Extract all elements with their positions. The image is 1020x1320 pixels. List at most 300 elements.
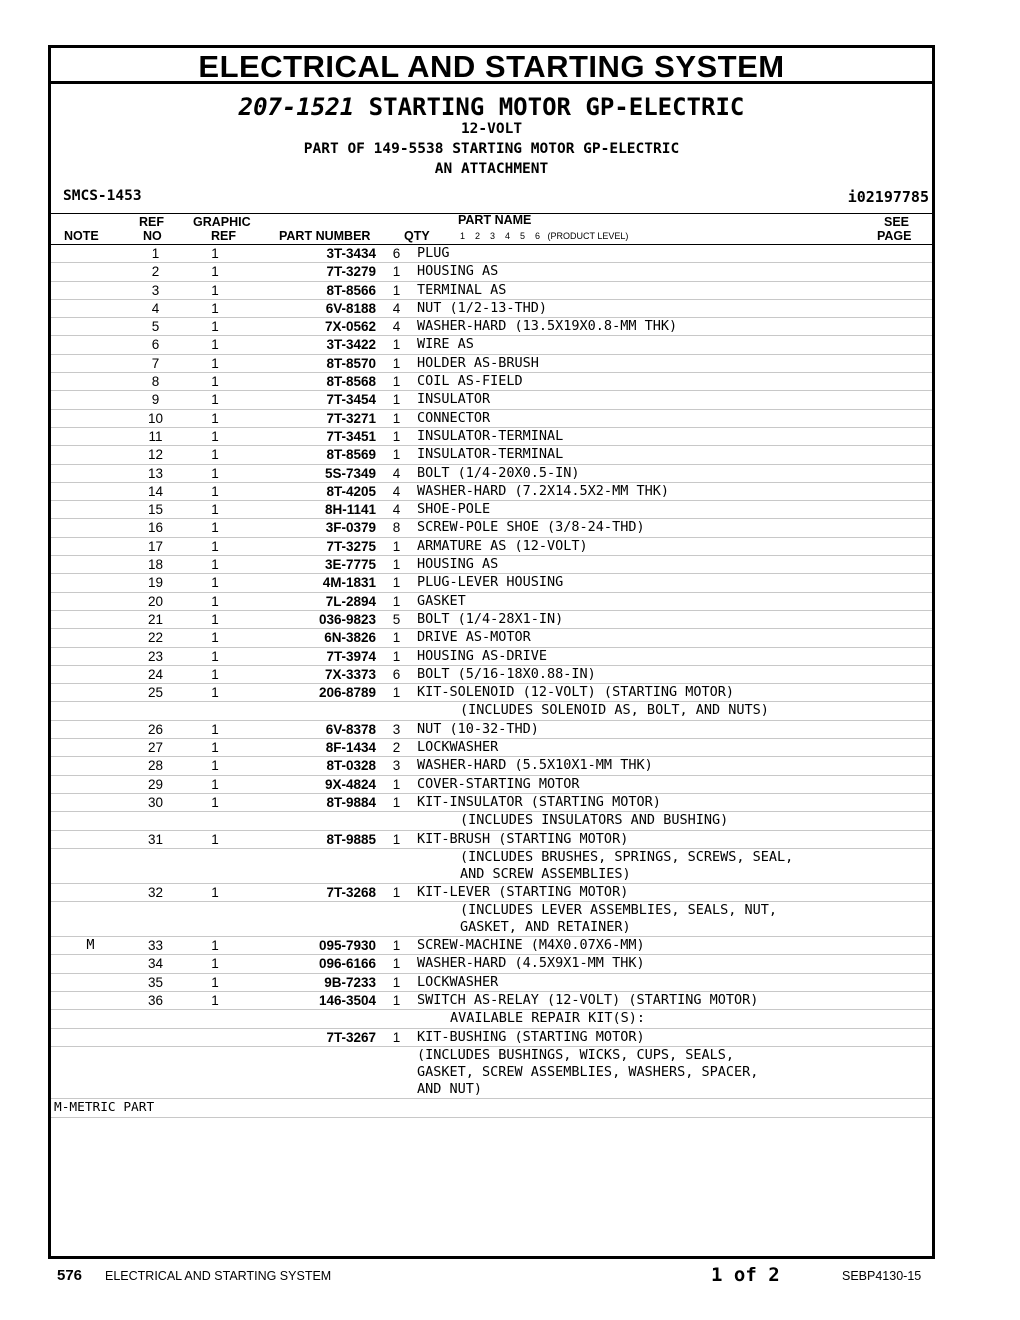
row-graphic-ref <box>181 812 249 830</box>
row-note <box>51 537 130 555</box>
row-qty: 2 <box>376 739 417 757</box>
row-qty: 1 <box>376 409 417 427</box>
group-title <box>51 93 932 121</box>
row-part-name: INSULATOR <box>417 391 932 409</box>
table-row <box>51 665 932 683</box>
table-row <box>51 991 932 1009</box>
row-part-name: GASKET <box>417 592 932 610</box>
table-row <box>51 482 932 500</box>
illustration-reference: i02197785 <box>847 188 929 206</box>
row-note <box>51 647 130 665</box>
parts-table-body <box>51 245 932 1098</box>
col-part-number: PART NUMBER <box>279 229 371 243</box>
row-graphic-ref: 1 <box>181 482 249 500</box>
table-row <box>51 373 932 391</box>
table-row <box>51 793 932 811</box>
row-part-name: HOUSING AS-DRIVE <box>417 647 932 665</box>
row-ref-no: 12 <box>130 446 181 464</box>
row-graphic-ref: 1 <box>181 665 249 683</box>
row-ref-no: 4 <box>130 299 181 317</box>
row-note <box>51 336 130 354</box>
table-row <box>51 427 932 445</box>
row-note <box>51 519 130 537</box>
row-graphic-ref: 1 <box>181 973 249 991</box>
table-row <box>51 281 932 299</box>
row-graphic-ref: 1 <box>181 556 249 574</box>
row-note <box>51 391 130 409</box>
row-qty <box>376 702 417 720</box>
page-footer <box>0 1264 1020 1288</box>
row-part-number: 8T-8566 <box>249 281 376 299</box>
smcs-code: SMCS-1453 <box>63 188 142 204</box>
title-bar <box>51 48 932 84</box>
row-part-number: 4M-1831 <box>249 574 376 592</box>
row-note <box>51 373 130 391</box>
row-note <box>51 973 130 991</box>
table-row <box>51 757 932 775</box>
row-qty: 1 <box>376 955 417 973</box>
row-qty: 1 <box>376 793 417 811</box>
row-qty: 1 <box>376 1028 417 1046</box>
row-part-name: BOLT (1/4-20X0.5-IN) <box>417 464 932 482</box>
row-note <box>51 775 130 793</box>
row-part-number: 8T-8568 <box>249 373 376 391</box>
row-graphic-ref: 1 <box>181 610 249 628</box>
row-part-number: 146-3504 <box>249 991 376 1009</box>
row-part-name: HOUSING AS <box>417 556 932 574</box>
row-note <box>51 556 130 574</box>
row-ref-no: 32 <box>130 883 181 901</box>
table-row <box>51 883 932 901</box>
table-row <box>51 464 932 482</box>
row-graphic-ref: 1 <box>181 592 249 610</box>
table-row <box>51 299 932 317</box>
row-part-number: 7L-2894 <box>249 592 376 610</box>
row-part-number <box>249 1046 376 1098</box>
row-graphic-ref: 1 <box>181 720 249 738</box>
row-graphic-ref: 1 <box>181 263 249 281</box>
row-note <box>51 281 130 299</box>
row-ref-no: 33 <box>130 937 181 955</box>
row-part-number: 7T-3268 <box>249 883 376 901</box>
row-graphic-ref: 1 <box>181 299 249 317</box>
row-qty: 1 <box>376 684 417 702</box>
row-part-name: WASHER-HARD (4.5X9X1-MM THK) <box>417 955 932 973</box>
row-ref-no: 34 <box>130 955 181 973</box>
table-row <box>51 610 932 628</box>
row-note <box>51 501 130 519</box>
row-qty <box>376 1046 417 1098</box>
row-part-number: 206-8789 <box>249 684 376 702</box>
row-qty: 1 <box>376 537 417 555</box>
row-part-name: KIT-BUSHING (STARTING MOTOR) <box>417 1028 932 1046</box>
row-ref-no: 1 <box>130 245 181 263</box>
row-part-name: (INCLUDES INSULATORS AND BUSHING) <box>417 812 932 830</box>
row-ref-no <box>130 902 181 937</box>
row-qty: 1 <box>376 647 417 665</box>
row-part-name: AVAILABLE REPAIR KIT(S): <box>417 1010 932 1028</box>
table-row <box>51 354 932 372</box>
table-row <box>51 574 932 592</box>
row-part-number: 8H-1141 <box>249 501 376 519</box>
row-ref-no: 5 <box>130 318 181 336</box>
row-note <box>51 720 130 738</box>
col-ref-top: REF <box>139 215 164 229</box>
row-ref-no: 36 <box>130 991 181 1009</box>
row-part-number: 5S-7349 <box>249 464 376 482</box>
row-part-name: WASHER-HARD (7.2X14.5X2-MM THK) <box>417 482 932 500</box>
row-qty: 6 <box>376 665 417 683</box>
row-ref-no: 11 <box>130 427 181 445</box>
row-ref-no: 2 <box>130 263 181 281</box>
row-part-number <box>249 902 376 937</box>
table-row <box>51 537 932 555</box>
row-part-number: 7T-3275 <box>249 537 376 555</box>
row-graphic-ref: 1 <box>181 373 249 391</box>
row-note <box>51 354 130 372</box>
row-part-number: 036-9823 <box>249 610 376 628</box>
col-graphic-top: GRAPHIC <box>193 215 251 229</box>
row-part-name: SHOE-POLE <box>417 501 932 519</box>
table-row <box>51 1010 932 1028</box>
row-graphic-ref: 1 <box>181 739 249 757</box>
row-part-number: 8T-8570 <box>249 354 376 372</box>
row-part-number: 9B-7233 <box>249 973 376 991</box>
column-headers <box>51 213 932 245</box>
row-part-name: LOCKWASHER <box>417 739 932 757</box>
row-ref-no: 6 <box>130 336 181 354</box>
row-qty: 1 <box>376 937 417 955</box>
row-graphic-ref: 1 <box>181 647 249 665</box>
row-part-number: 7T-3451 <box>249 427 376 445</box>
row-qty: 1 <box>376 574 417 592</box>
row-ref-no <box>130 848 181 883</box>
row-note <box>51 793 130 811</box>
row-ref-no <box>130 1010 181 1028</box>
table-row <box>51 391 932 409</box>
table-row <box>51 1028 932 1046</box>
row-note <box>51 991 130 1009</box>
row-ref-no: 24 <box>130 665 181 683</box>
row-part-name: NUT (10-32-THD) <box>417 720 932 738</box>
row-ref-no: 9 <box>130 391 181 409</box>
table-row <box>51 902 932 937</box>
row-part-name: WIRE AS <box>417 336 932 354</box>
row-ref-no: 28 <box>130 757 181 775</box>
row-qty: 1 <box>376 391 417 409</box>
row-part-number: 7T-3454 <box>249 391 376 409</box>
row-ref-no: 20 <box>130 592 181 610</box>
row-part-number: 3T-3422 <box>249 336 376 354</box>
row-ref-no: 13 <box>130 464 181 482</box>
row-part-name: KIT-BRUSH (STARTING MOTOR) <box>417 830 932 848</box>
row-qty: 1 <box>376 830 417 848</box>
row-note <box>51 409 130 427</box>
row-part-name: ARMATURE AS (12-VOLT) <box>417 537 932 555</box>
col-see-top: SEE <box>884 215 910 229</box>
row-ref-no: 15 <box>130 501 181 519</box>
row-note <box>51 848 130 883</box>
metric-part-note: M-METRIC PART <box>51 1099 932 1118</box>
row-qty: 1 <box>376 629 417 647</box>
row-note <box>51 1010 130 1028</box>
table-row <box>51 501 932 519</box>
row-note <box>51 757 130 775</box>
row-qty: 1 <box>376 336 417 354</box>
row-ref-no: 10 <box>130 409 181 427</box>
row-ref-no: 31 <box>130 830 181 848</box>
row-qty: 4 <box>376 299 417 317</box>
row-ref-no: 8 <box>130 373 181 391</box>
row-ref-no: 16 <box>130 519 181 537</box>
row-part-number: 096-6166 <box>249 955 376 973</box>
group-header <box>51 84 932 213</box>
row-note <box>51 1046 130 1098</box>
row-qty: 1 <box>376 354 417 372</box>
page-title: ELECTRICAL AND STARTING SYSTEM <box>198 49 785 84</box>
row-note <box>51 883 130 901</box>
row-graphic-ref <box>181 1028 249 1046</box>
row-note <box>51 318 130 336</box>
parts-page-frame <box>48 45 935 1259</box>
row-ref-no: 17 <box>130 537 181 555</box>
row-part-name: TERMINAL AS <box>417 281 932 299</box>
row-part-number: 9X-4824 <box>249 775 376 793</box>
row-qty: 1 <box>376 991 417 1009</box>
row-graphic-ref: 1 <box>181 793 249 811</box>
row-ref-no: 25 <box>130 684 181 702</box>
row-part-name: HOUSING AS <box>417 263 932 281</box>
row-graphic-ref: 1 <box>181 937 249 955</box>
row-note <box>51 245 130 263</box>
row-part-number: 095-7930 <box>249 937 376 955</box>
footer-publication: SEBP4130-15 <box>842 1269 922 1283</box>
row-graphic-ref: 1 <box>181 464 249 482</box>
row-part-number <box>249 1010 376 1028</box>
row-ref-no: 21 <box>130 610 181 628</box>
row-note <box>51 610 130 628</box>
row-part-number: 6V-8188 <box>249 299 376 317</box>
footer-page-number: 576 <box>57 1267 83 1284</box>
table-row <box>51 955 932 973</box>
table-row <box>51 245 932 263</box>
table-row <box>51 647 932 665</box>
row-ref-no <box>130 702 181 720</box>
row-qty: 1 <box>376 263 417 281</box>
col-product-levels: 1 2 3 4 5 6 (PRODUCT LEVEL) <box>460 231 629 241</box>
row-qty: 4 <box>376 501 417 519</box>
row-part-name: KIT-LEVER (STARTING MOTOR) <box>417 883 932 901</box>
row-note <box>51 263 130 281</box>
row-part-number: 7T-3974 <box>249 647 376 665</box>
row-part-number: 8T-0328 <box>249 757 376 775</box>
row-graphic-ref: 1 <box>181 245 249 263</box>
row-part-number <box>249 702 376 720</box>
group-subtitle-voltage: 12-VOLT <box>460 121 523 137</box>
row-graphic-ref: 1 <box>181 318 249 336</box>
row-part-name: PLUG-LEVER HOUSING <box>417 574 932 592</box>
row-part-number: 3T-3434 <box>249 245 376 263</box>
row-ref-no <box>130 812 181 830</box>
row-part-number <box>249 812 376 830</box>
row-part-name: BOLT (5/16-18X0.88-IN) <box>417 665 932 683</box>
row-graphic-ref: 1 <box>181 537 249 555</box>
row-qty: 4 <box>376 318 417 336</box>
row-graphic-ref <box>181 848 249 883</box>
row-qty <box>376 902 417 937</box>
table-row <box>51 702 932 720</box>
row-part-number: 8T-8569 <box>249 446 376 464</box>
row-graphic-ref: 1 <box>181 354 249 372</box>
col-see-bottom: PAGE <box>877 229 912 243</box>
row-part-name: SCREW-POLE SHOE (3/8-24-THD) <box>417 519 932 537</box>
group-subtitle-parent: PART OF 149-5538 STARTING MOTOR GP-ELECTRIC <box>303 141 680 157</box>
row-graphic-ref: 1 <box>181 427 249 445</box>
row-graphic-ref: 1 <box>181 574 249 592</box>
row-note <box>51 299 130 317</box>
table-row <box>51 775 932 793</box>
row-graphic-ref: 1 <box>181 883 249 901</box>
row-qty: 4 <box>376 464 417 482</box>
row-ref-no: 35 <box>130 973 181 991</box>
row-part-number: 3E-7775 <box>249 556 376 574</box>
row-graphic-ref: 1 <box>181 775 249 793</box>
row-ref-no: 3 <box>130 281 181 299</box>
row-part-name: PLUG <box>417 245 932 263</box>
row-qty <box>376 812 417 830</box>
row-part-name: (INCLUDES BUSHINGS, WICKS, CUPS, SEALS, GASKET, SCREW ASSEMBLIES, WASHERS, SPACER, AND NUT) <box>417 1046 932 1098</box>
row-part-number <box>249 848 376 883</box>
col-qty: QTY <box>404 229 430 243</box>
row-note <box>51 629 130 647</box>
row-part-name: SWITCH AS-RELAY (12-VOLT) (STARTING MOTOR) <box>417 991 932 1009</box>
row-part-number: 7T-3271 <box>249 409 376 427</box>
group-name: STARTING MOTOR GP-ELECTRIC <box>368 93 745 121</box>
row-part-name: WASHER-HARD (13.5X19X0.8-MM THK) <box>417 318 932 336</box>
col-graphic-bottom: REF <box>211 229 236 243</box>
table-row <box>51 937 932 955</box>
row-note <box>51 446 130 464</box>
row-part-name: (INCLUDES BRUSHES, SPRINGS, SCREWS, SEAL, AND SCREW ASSEMBLIES) <box>417 848 932 883</box>
row-ref-no: 18 <box>130 556 181 574</box>
row-note <box>51 702 130 720</box>
row-graphic-ref <box>181 902 249 937</box>
col-part-name: PART NAME <box>458 213 532 227</box>
row-qty: 1 <box>376 281 417 299</box>
row-qty: 5 <box>376 610 417 628</box>
table-row <box>51 446 932 464</box>
row-note <box>51 592 130 610</box>
row-part-number: 8T-9885 <box>249 830 376 848</box>
row-note: M <box>51 937 130 955</box>
row-note <box>51 955 130 973</box>
row-graphic-ref <box>181 1010 249 1028</box>
row-part-name: INSULATOR-TERMINAL <box>417 427 932 445</box>
row-note <box>51 427 130 445</box>
row-graphic-ref: 1 <box>181 391 249 409</box>
row-note <box>51 482 130 500</box>
row-part-number: 7X-0562 <box>249 318 376 336</box>
table-row <box>51 556 932 574</box>
row-part-name: COIL AS-FIELD <box>417 373 932 391</box>
table-row <box>51 812 932 830</box>
row-qty: 1 <box>376 427 417 445</box>
row-part-name: INSULATOR-TERMINAL <box>417 446 932 464</box>
row-graphic-ref: 1 <box>181 519 249 537</box>
row-note <box>51 464 130 482</box>
table-row <box>51 409 932 427</box>
row-note <box>51 902 130 937</box>
row-ref-no: 23 <box>130 647 181 665</box>
row-part-number: 7X-3373 <box>249 665 376 683</box>
row-ref-no: 14 <box>130 482 181 500</box>
row-part-name: WASHER-HARD (5.5X10X1-MM THK) <box>417 757 932 775</box>
row-graphic-ref <box>181 1046 249 1098</box>
group-subtitle-type: AN ATTACHMENT <box>434 161 549 177</box>
row-part-number: 6V-8378 <box>249 720 376 738</box>
row-note <box>51 830 130 848</box>
row-qty: 1 <box>376 592 417 610</box>
row-graphic-ref: 1 <box>181 757 249 775</box>
row-ref-no <box>130 1028 181 1046</box>
row-qty: 1 <box>376 973 417 991</box>
row-graphic-ref: 1 <box>181 501 249 519</box>
footer-page-of: 1 of 2 <box>711 1264 780 1286</box>
row-part-name: LOCKWASHER <box>417 973 932 991</box>
row-graphic-ref: 1 <box>181 955 249 973</box>
table-row <box>51 848 932 883</box>
row-ref-no: 29 <box>130 775 181 793</box>
row-note <box>51 665 130 683</box>
parts-table <box>51 245 932 1099</box>
row-note <box>51 739 130 757</box>
table-row <box>51 629 932 647</box>
row-note <box>51 574 130 592</box>
row-part-name: HOLDER AS-BRUSH <box>417 354 932 372</box>
row-qty: 1 <box>376 556 417 574</box>
row-qty: 1 <box>376 775 417 793</box>
row-graphic-ref: 1 <box>181 446 249 464</box>
row-part-number: 8T-9884 <box>249 793 376 811</box>
row-qty: 3 <box>376 720 417 738</box>
row-graphic-ref: 1 <box>181 336 249 354</box>
col-note: NOTE <box>64 229 99 243</box>
row-part-name: DRIVE AS-MOTOR <box>417 629 932 647</box>
footer-section: ELECTRICAL AND STARTING SYSTEM <box>105 1269 332 1283</box>
row-part-name: CONNECTOR <box>417 409 932 427</box>
row-part-number: 8T-4205 <box>249 482 376 500</box>
row-graphic-ref: 1 <box>181 991 249 1009</box>
row-qty: 4 <box>376 482 417 500</box>
row-ref-no: 27 <box>130 739 181 757</box>
table-row <box>51 739 932 757</box>
row-part-number: 8F-1434 <box>249 739 376 757</box>
row-graphic-ref <box>181 702 249 720</box>
table-row <box>51 684 932 702</box>
row-note <box>51 684 130 702</box>
row-graphic-ref: 1 <box>181 830 249 848</box>
row-part-number: 7T-3279 <box>249 263 376 281</box>
row-qty <box>376 1010 417 1028</box>
table-row <box>51 973 932 991</box>
row-qty <box>376 848 417 883</box>
row-ref-no: 30 <box>130 793 181 811</box>
row-ref-no: 7 <box>130 354 181 372</box>
row-part-name: (INCLUDES SOLENOID AS, BOLT, AND NUTS) <box>417 702 932 720</box>
row-part-name: SCREW-MACHINE (M4X0.07X6-MM) <box>417 937 932 955</box>
row-qty: 6 <box>376 245 417 263</box>
row-ref-no: 22 <box>130 629 181 647</box>
